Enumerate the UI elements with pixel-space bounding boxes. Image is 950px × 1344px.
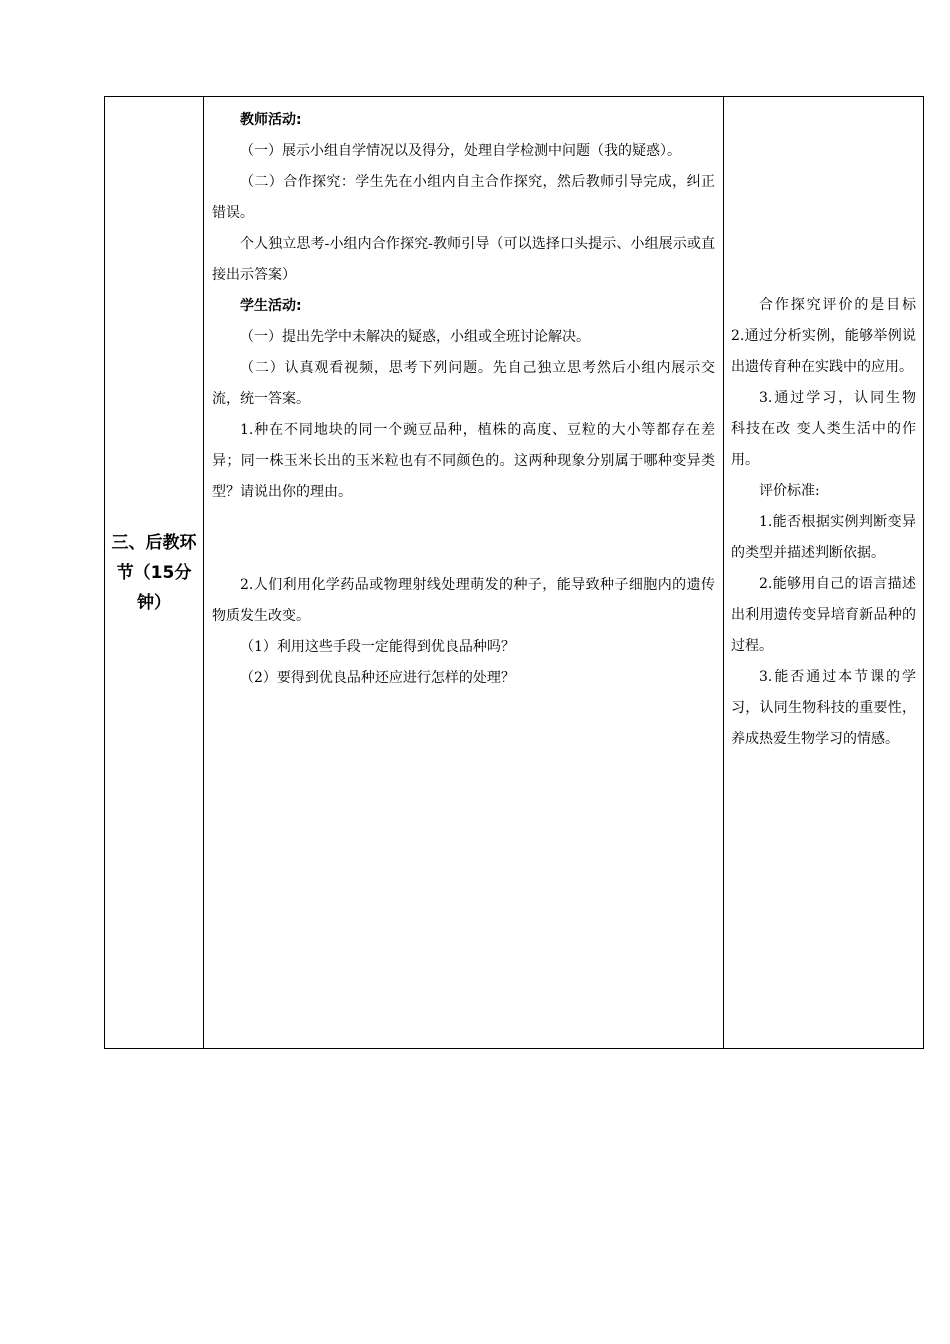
criteria-item-2: 2.能够用自己的语言描述出利用遗传变异培育新品种的过程。 xyxy=(731,576,916,654)
criteria-item-3: 3.能否通过本节课的学习，认同生物科技的重要性，养成热爱生物学习的情感。 xyxy=(731,669,916,747)
question-2: 2.人们利用化学药品或物理射线处理萌发的种子，能导致种子细胞内的遗传物质发生改变。 xyxy=(212,577,715,624)
evaluation-goal-2: 3.通过学习，认同生物 科技在改 变人类生活中的作用。 xyxy=(731,390,916,468)
stage-label: 三、后教环节（15分钟） xyxy=(111,532,197,613)
criteria-item-1: 1.能否根据实例判断变异的类型并描述判断依据。 xyxy=(731,514,916,561)
teacher-item-3: 个人独立思考-小组内合作探究-教师引导（可以选择口头提示、小组展示或直接出示答案） xyxy=(212,236,715,283)
evaluation-goal-1: 合作探究评价的是目标 2.通过分析实例，能够举例说出遗传育种在实践中的应用。 xyxy=(731,297,916,375)
question-2-sub-1: （1）利用这些手段一定能得到优良品种吗？ xyxy=(240,639,515,655)
lesson-plan-table xyxy=(104,96,924,1049)
stage-cell xyxy=(105,97,204,1049)
question-2-sub-2: （2）要得到优良品种还应进行怎样的处理？ xyxy=(240,670,515,686)
student-item-1: （一）提出先学中未解决的疑惑，小组或全班讨论解决。 xyxy=(240,329,590,345)
evaluation-cell xyxy=(724,97,924,1049)
question-1: 1.种在不同地块的同一个豌豆品种，植株的高度、豆粒的大小等都存在差异；同一株玉米长出的玉米粒也有不同颜色的。这两种现象分别属于哪种变异类型？请说出你的理由。 xyxy=(212,422,715,500)
teacher-item-2: （二）合作探究：学生先在小组内自主合作探究，然后教师引导完成，纠正错误。 xyxy=(212,174,715,221)
table-row xyxy=(105,97,924,1049)
teacher-item-1: （一）展示小组自学情况以及得分，处理自学检测中问题（我的疑惑）。 xyxy=(240,143,681,159)
activity-cell xyxy=(204,97,724,1049)
teacher-activity-heading: 教师活动: xyxy=(240,112,302,128)
student-item-2: （二）认真观看视频，思考下列问题。先自己独立思考然后小组内展示交流，统一答案。 xyxy=(212,360,715,407)
criteria-heading: 评价标准: xyxy=(759,483,820,499)
student-activity-heading: 学生活动: xyxy=(240,298,302,314)
